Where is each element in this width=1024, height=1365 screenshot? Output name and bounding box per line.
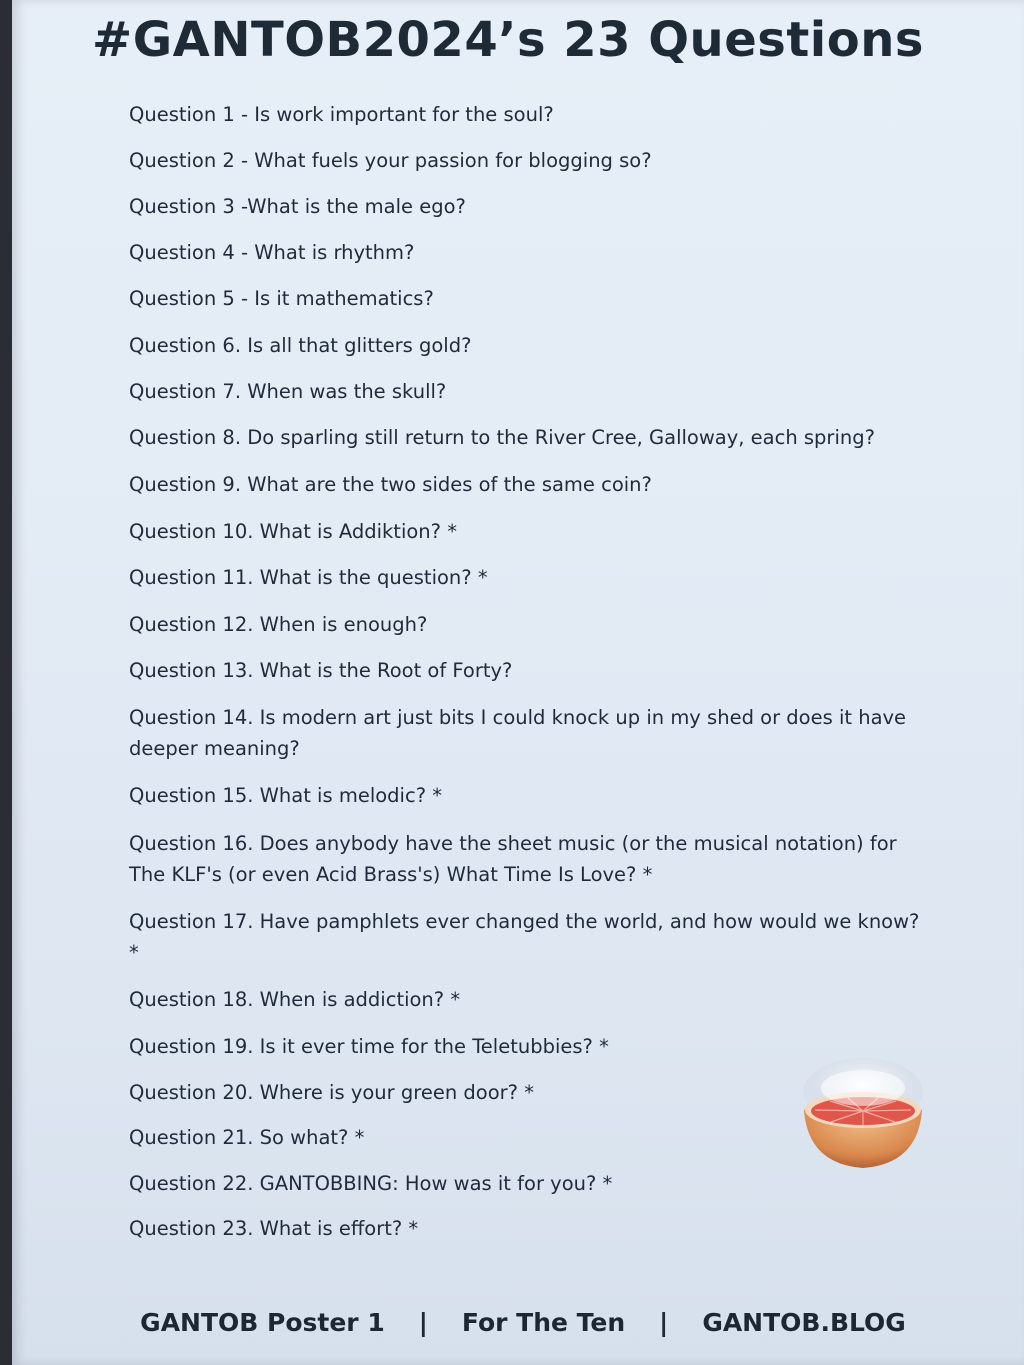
- question-item: Question 14. Is modern art just bits I could knock up in my shed or does it have deeper meaning?: [129, 706, 907, 760]
- question-item: Question 18. When is addiction? *: [129, 988, 461, 1011]
- question-item: Question 8. Do sparling still return to the River Cree, Galloway, each spring?: [129, 426, 875, 449]
- question-item: Question 17. Have pamphlets ever changed the world, and how would we know? *: [129, 910, 920, 964]
- question-item: Question 22. GANTOBBING: How was it for you? *: [129, 1172, 613, 1195]
- question-item: Question 4 - What is rhythm?: [129, 241, 415, 264]
- question-item: Question 19. Is it ever time for the Teletubbies? *: [129, 1035, 609, 1058]
- question-item: Question 23. What is effort? *: [129, 1217, 419, 1240]
- question-item: Question 6. Is all that glitters gold?: [129, 334, 472, 357]
- question-item: Question 1 - Is work important for the soul?: [129, 103, 554, 126]
- footer-separator: |: [659, 1308, 669, 1337]
- question-item: Question 21. So what? *: [129, 1126, 365, 1149]
- question-item: Question 12. When is enough?: [129, 613, 428, 636]
- footer-separator: |: [418, 1308, 428, 1337]
- question-item: Question 20. Where is your green door? *: [129, 1081, 534, 1104]
- question-item: Question 11. What is the question? *: [129, 566, 488, 589]
- question-item: Question 2 - What fuels your passion for blogging so?: [129, 149, 652, 172]
- question-item: Question 10. What is Addiktion? *: [129, 520, 457, 543]
- question-item: Question 13. What is the Root of Forty?: [129, 659, 513, 682]
- question-item: Question 9. What are the two sides of the same coin?: [129, 473, 652, 496]
- footer-website: GANTOB.BLOG: [702, 1308, 906, 1337]
- page-title: #GANTOB2024’s 23 Questions: [92, 12, 924, 68]
- question-item: Question 7. When was the skull?: [129, 380, 447, 403]
- grapefruit-half-icon: [790, 1052, 936, 1172]
- footer-tagline: For The Ten: [461, 1308, 626, 1337]
- question-item: Question 15. What is melodic? *: [129, 784, 442, 807]
- poster-page: [12, 0, 1024, 1365]
- question-item: Question 5 - Is it mathematics?: [129, 287, 434, 310]
- question-item: Question 3 -What is the male ego?: [129, 195, 466, 218]
- poster-footer: [12, 1308, 1024, 1337]
- footer-poster-label: GANTOB Poster 1: [140, 1308, 385, 1337]
- question-item: Question 16. Does anybody have the sheet music (or the musical notation) for The KLF's (or even Acid Brass's) What Time Is Love? *: [129, 832, 897, 886]
